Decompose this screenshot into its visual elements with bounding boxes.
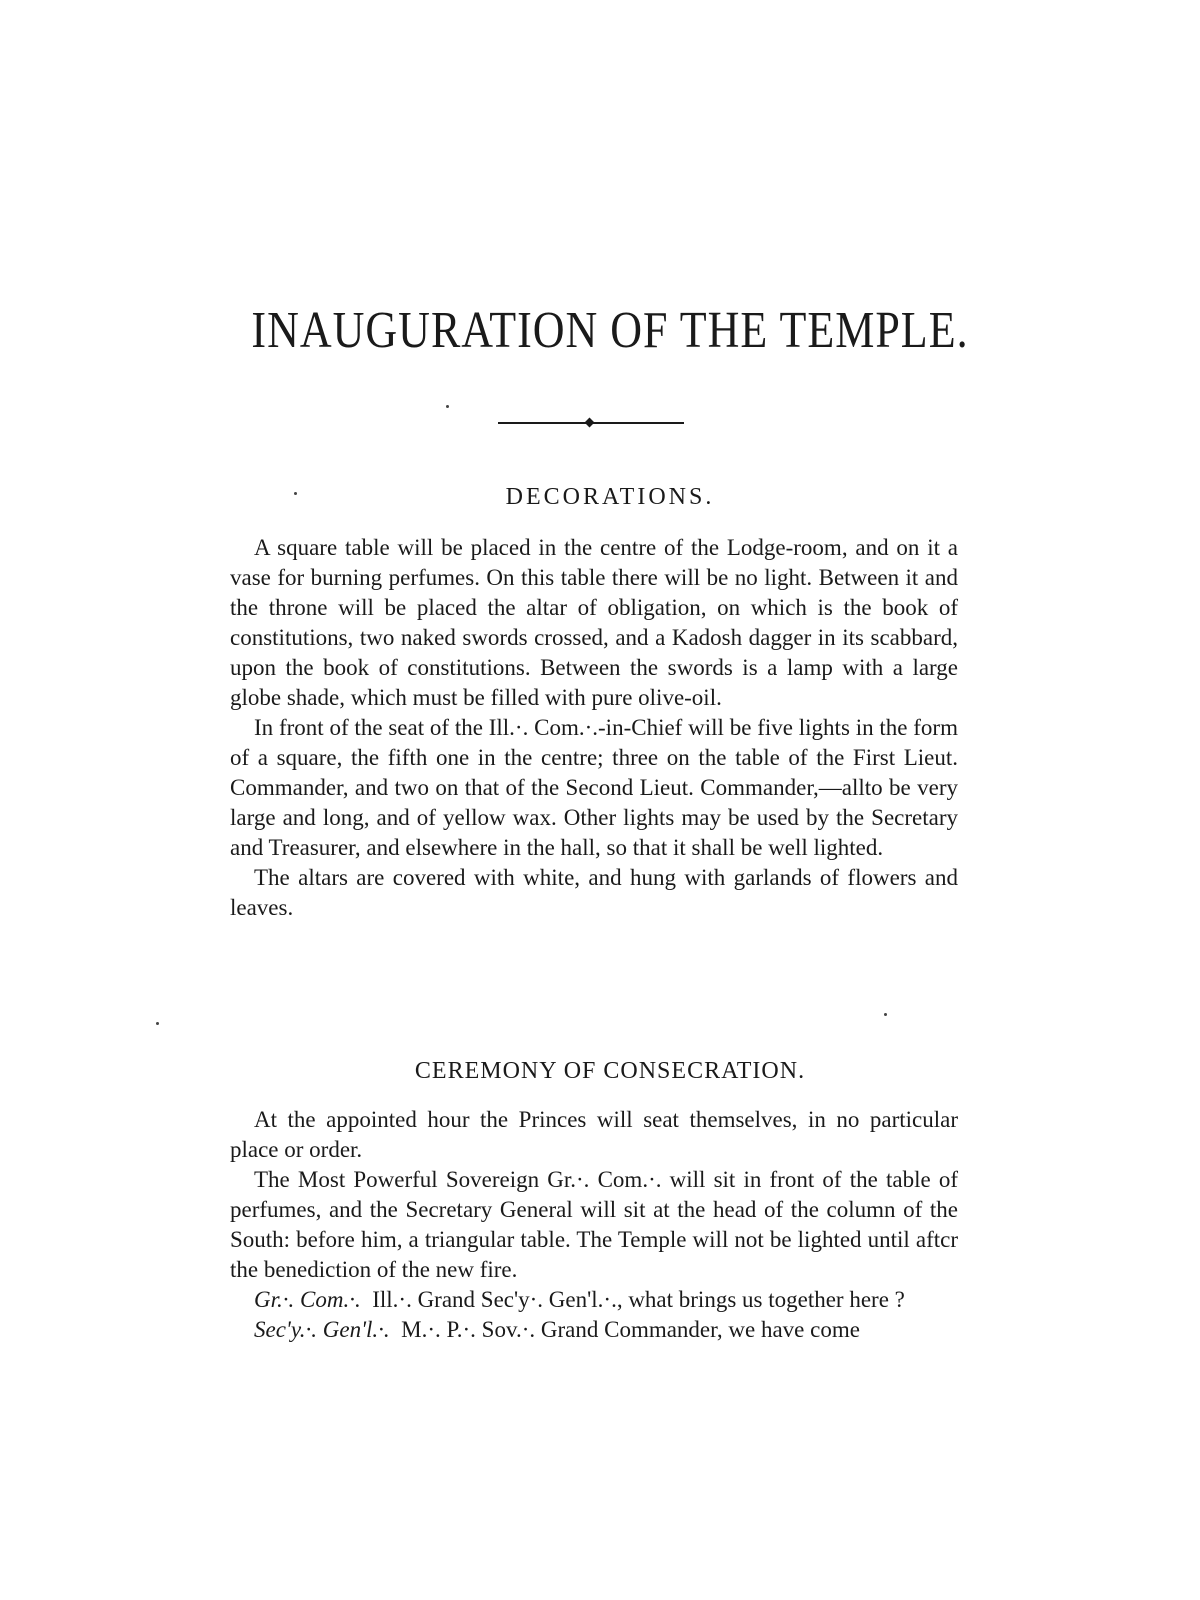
speaker-label: Gr.·. Com.·. bbox=[254, 1287, 361, 1312]
paragraph: The altars are covered with white, and hung with garlands of flowers and leaves. bbox=[230, 865, 958, 920]
dialogue-text: M.·. P.·. Sov.·. Grand Commander, we have come bbox=[401, 1317, 860, 1342]
dialogue-text: Ill.·. Grand Sec'y·. Gen'l.·., what brings us together here ? bbox=[372, 1287, 905, 1312]
section-heading-ceremony: CEREMONY OF CONSECRATION. bbox=[414, 1058, 806, 1084]
print-speck bbox=[294, 492, 297, 495]
print-speck bbox=[446, 405, 449, 408]
decorations-body bbox=[230, 533, 958, 923]
speaker-label: Sec'y.·. Gen'l.·. bbox=[254, 1317, 390, 1342]
section-heading-decorations: DECORATIONS. bbox=[505, 484, 715, 510]
paragraph: At the appointed hour the Princes will seat themselves, in no particular place or order. bbox=[230, 1107, 958, 1162]
ornamental-rule bbox=[498, 418, 684, 428]
dialogue-line bbox=[230, 1285, 958, 1315]
page-title: INAUGURATION OF THE TEMPLE. bbox=[251, 301, 969, 359]
ceremony-body bbox=[230, 1105, 958, 1345]
print-speck bbox=[156, 1022, 159, 1025]
print-speck bbox=[884, 1013, 887, 1016]
diamond-ornament-icon bbox=[585, 418, 595, 428]
dialogue-line bbox=[230, 1315, 958, 1345]
paragraph: A square table will be placed in the centre of the Lodge-room, and on it a vase for burning perfumes. On this table there will be no light. Between it and the throne will be placed the altar of obligation, on which is the book of constitutions, two naked swords crossed, and a Kadosh dagger in its scabbard, upon the book of constitutions. Between the swords is a lamp with a large globe shade, which must be filled with pure olive-oil. bbox=[230, 535, 958, 710]
paragraph: The Most Powerful Sovereign Gr.·. Com.·. will sit in front of the table of perfumes, and the Secretary General will sit at the head of the column of the South: before him, a triangular table. The Temple will not be lighted until aftcr the benediction of the new fire. bbox=[230, 1167, 958, 1282]
paragraph: In front of the seat of the Ill.·. Com.·.-in-Chief will be five lights in the form of a square, the fifth one in the centre; three on the table of the First Lieut. Commander, and two on that of the Second Lieut. Commander,—allto be very large and long, and of yellow wax. Other lights may be used by the Secretary and Treasurer, and elsewhere in the hall, so that it shall be well lighted. bbox=[230, 715, 958, 860]
